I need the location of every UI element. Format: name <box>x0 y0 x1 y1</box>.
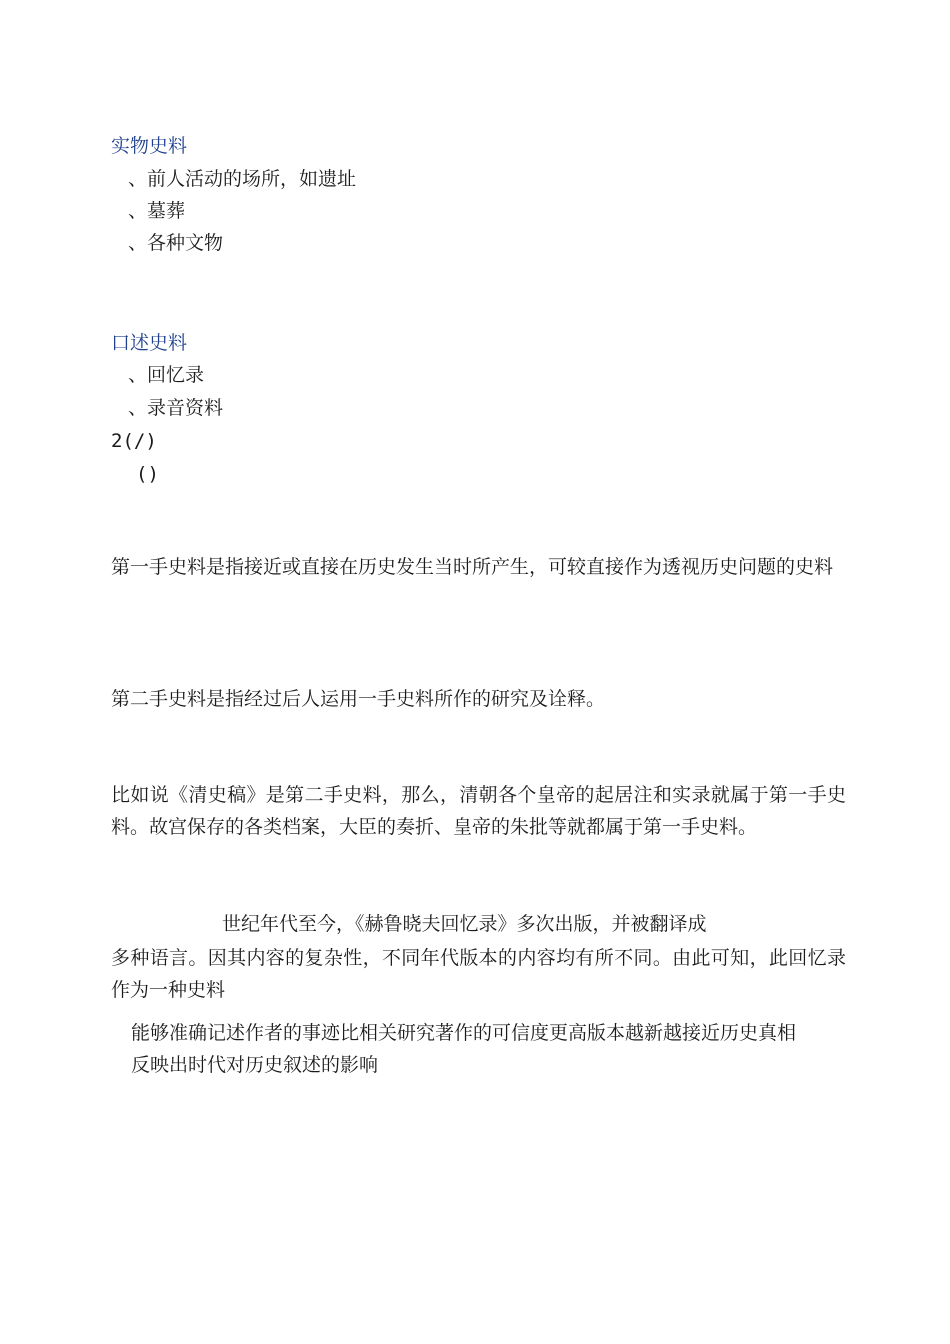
paragraph-first-hand: 第一手史料是指接近或直接在历史发生当时所产生，可较直接作为透视历史问题的史料 <box>111 556 834 578</box>
question-stem-line1: 世纪年代至今，《赫鲁晓夫回忆录》多次出版，并被翻译成 <box>222 913 707 935</box>
question-stem-line2: 多种语言。因其内容的复杂性，不同年代版本的内容均有所不同。由此可知，此回忆录作为一种史料 <box>111 947 846 1001</box>
list-item: 、各种文物 <box>128 232 224 254</box>
list-item: 、墓葬 <box>128 200 186 222</box>
paragraph-example: 比如说《清史稿》是第二手史料，那么，清朝各个皇帝的起居注和实录就属于第一手史料。故宫保存的各类档案，大臣的奏折、皇帝的朱批等就都属于第一手史料。 <box>111 784 846 838</box>
paragraph-second-hand: 第二手史料是指经过后人运用一手史料所作的研究及诠释。 <box>111 688 606 710</box>
list-item: 、录音资料 <box>128 397 224 419</box>
answer-blank: () <box>136 463 159 485</box>
heading-oral-sources: 口述史料 <box>111 332 188 354</box>
heading-physical-sources: 实物史料 <box>111 135 188 157</box>
list-item: 、回忆录 <box>128 364 205 386</box>
answer-options-line2: 反映出时代对历史叙述的影响 <box>131 1054 379 1076</box>
list-item: 、前人活动的场所，如遗址 <box>128 168 357 190</box>
question-number: 2(/) <box>111 430 157 452</box>
answer-options-line1: 能够准确记述作者的事迹比相关研究著作的可信度更高版本越新越接近历史真相 <box>131 1022 797 1044</box>
